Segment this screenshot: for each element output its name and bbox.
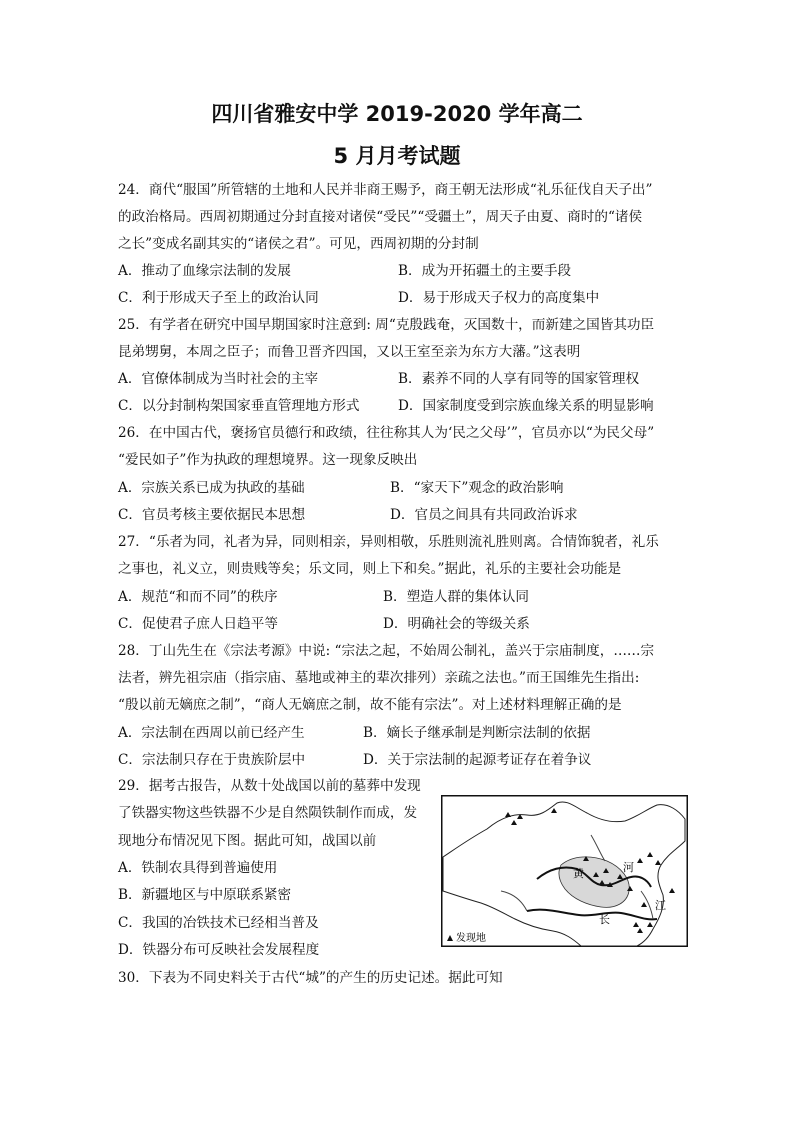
river-label-he: 河 [623, 861, 634, 874]
option-c: C．促使君子庶人日趋平等 [118, 616, 278, 632]
option-c: C．宗法制只存在于贵族阶层中 [118, 752, 306, 768]
option-d: D．国家制度受到宗族血缘关系的明显影响 [398, 398, 654, 414]
option-a: A．规范“和而不同”的秩序 [118, 589, 278, 605]
option-c: C．我国的冶铁技术已经相当普及 [118, 915, 319, 931]
option-d: D．铁器分布可反映社会发展程度 [118, 942, 320, 958]
question-text-line: 之长”变成名副其实的“诸侯之君”。可见，西周初期的分封制 [118, 236, 479, 252]
option-b: B．嫡长子继承制是判断宗法制的依据 [363, 725, 591, 741]
question-text-line: 25．有学者在研究中国早期国家时注意到: 周“克殷践奄，灭国数十，而新建之国皆其功臣 [118, 317, 655, 333]
option-d: D．关于宗法制的起源考证存在着争议 [363, 752, 592, 768]
question-text-line: 的政治格局。西周初期通过分封直接对诸侯“受民”“受疆土”，周天子由夏、商时的“诸侯 [118, 209, 643, 225]
title-line-1: 四川省雅安中学 2019-2020 学年高二 [211, 102, 583, 126]
river-label-jiang: 江 [655, 899, 666, 912]
question-text-line: 28．丁山先生在《宗法考源》中说: “宗法之起，不始周公制礼，盖兴于宗庙制度，……宗 [118, 643, 655, 659]
option-c: C．以分封制构架国家垂直管理地方形式 [118, 398, 360, 414]
option-a: A．宗法制在西周以前已经产生 [118, 725, 305, 741]
question-text-line: 法者，辨先祖宗庙（指宗庙、墓地或神主的辈次排列）亲疏之法也。”而王国维先生指出: [118, 670, 640, 686]
river-label-chang: 长 [599, 913, 610, 926]
option-d: D．明确社会的等级关系 [383, 616, 530, 632]
option-b: B．新疆地区与中原联系紧密 [118, 887, 292, 903]
title-line-2: 5 月月考试题 [333, 144, 461, 168]
question-text-line: 27．“乐者为同，礼者为异，同则相亲，异则相敬，乐胜则流礼胜则离。合情饰貌者，礼乐 [118, 534, 659, 550]
option-b: B．塑造人群的集体认同 [383, 589, 529, 605]
question-text-line: 现地分布情况见下图。据此可知，战国以前 [118, 833, 377, 849]
option-a: A．官僚体制成为当时社会的主宰 [118, 371, 319, 387]
option-d: D．官员之间具有共同政治诉求 [390, 507, 578, 523]
question-text-line: “爱民如子”作为执政的理想境界。这一现象反映出 [118, 452, 418, 468]
question-text-line: 昆弟甥舅，本周之臣子；而鲁卫晋齐四国，又以王室至亲为东方大藩。”这表明 [118, 344, 581, 360]
option-a: A．推动了血缘宗法制的发展 [118, 263, 291, 279]
option-a: A．宗族关系已成为执政的基础 [118, 480, 305, 496]
option-b: B．“家天下”观念的政治影响 [390, 480, 564, 496]
question-text-line: 26．在中国古代，褒扬官员德行和政绩，往往称其人为‘民之父母’”，官员亦以“为民父母” [118, 425, 655, 441]
legend-label: 发现地 [456, 933, 486, 944]
option-b: B．成为开拓疆土的主要手段 [398, 263, 572, 279]
question-text-line: 24．商代“服国”所管辖的土地和人民并非商王赐予，商王朝无法形成“礼乐征伐自天子出” [118, 182, 653, 198]
question-text-line: 之事也，礼义立，则贵贱等矣；乐文同，则上下和矣。”据此，礼乐的主要社会功能是 [118, 561, 622, 577]
option-d: D．易于形成天子权力的高度集中 [398, 290, 600, 306]
option-a: A．铁制农具得到普遍使用 [118, 860, 278, 876]
question-text-line: 29．据考古报告，从数十处战国以前的墓葬中发现 [118, 778, 421, 794]
question-text-line: 30．下表为不同史料关于古代“城”的产生的历史记述。据此可知 [118, 970, 503, 986]
question-text-line: “殷以前无嫡庶之制”，“商人无嫡庶之制，故不能有宗法”。对上述材料理解正确的是 [118, 697, 622, 713]
option-b: B．素养不同的人享有同等的国家管理权 [398, 371, 640, 387]
river-label-huang: 黄 [573, 867, 584, 880]
question-text-line: 了铁器实物这些铁器不少是自然陨铁制作而成，发 [118, 805, 418, 821]
option-c: C．官员考核主要依据民本思想 [118, 507, 306, 523]
option-c: C．利于形成天子至上的政治认同 [118, 290, 319, 306]
iron-findings-map [441, 795, 688, 947]
